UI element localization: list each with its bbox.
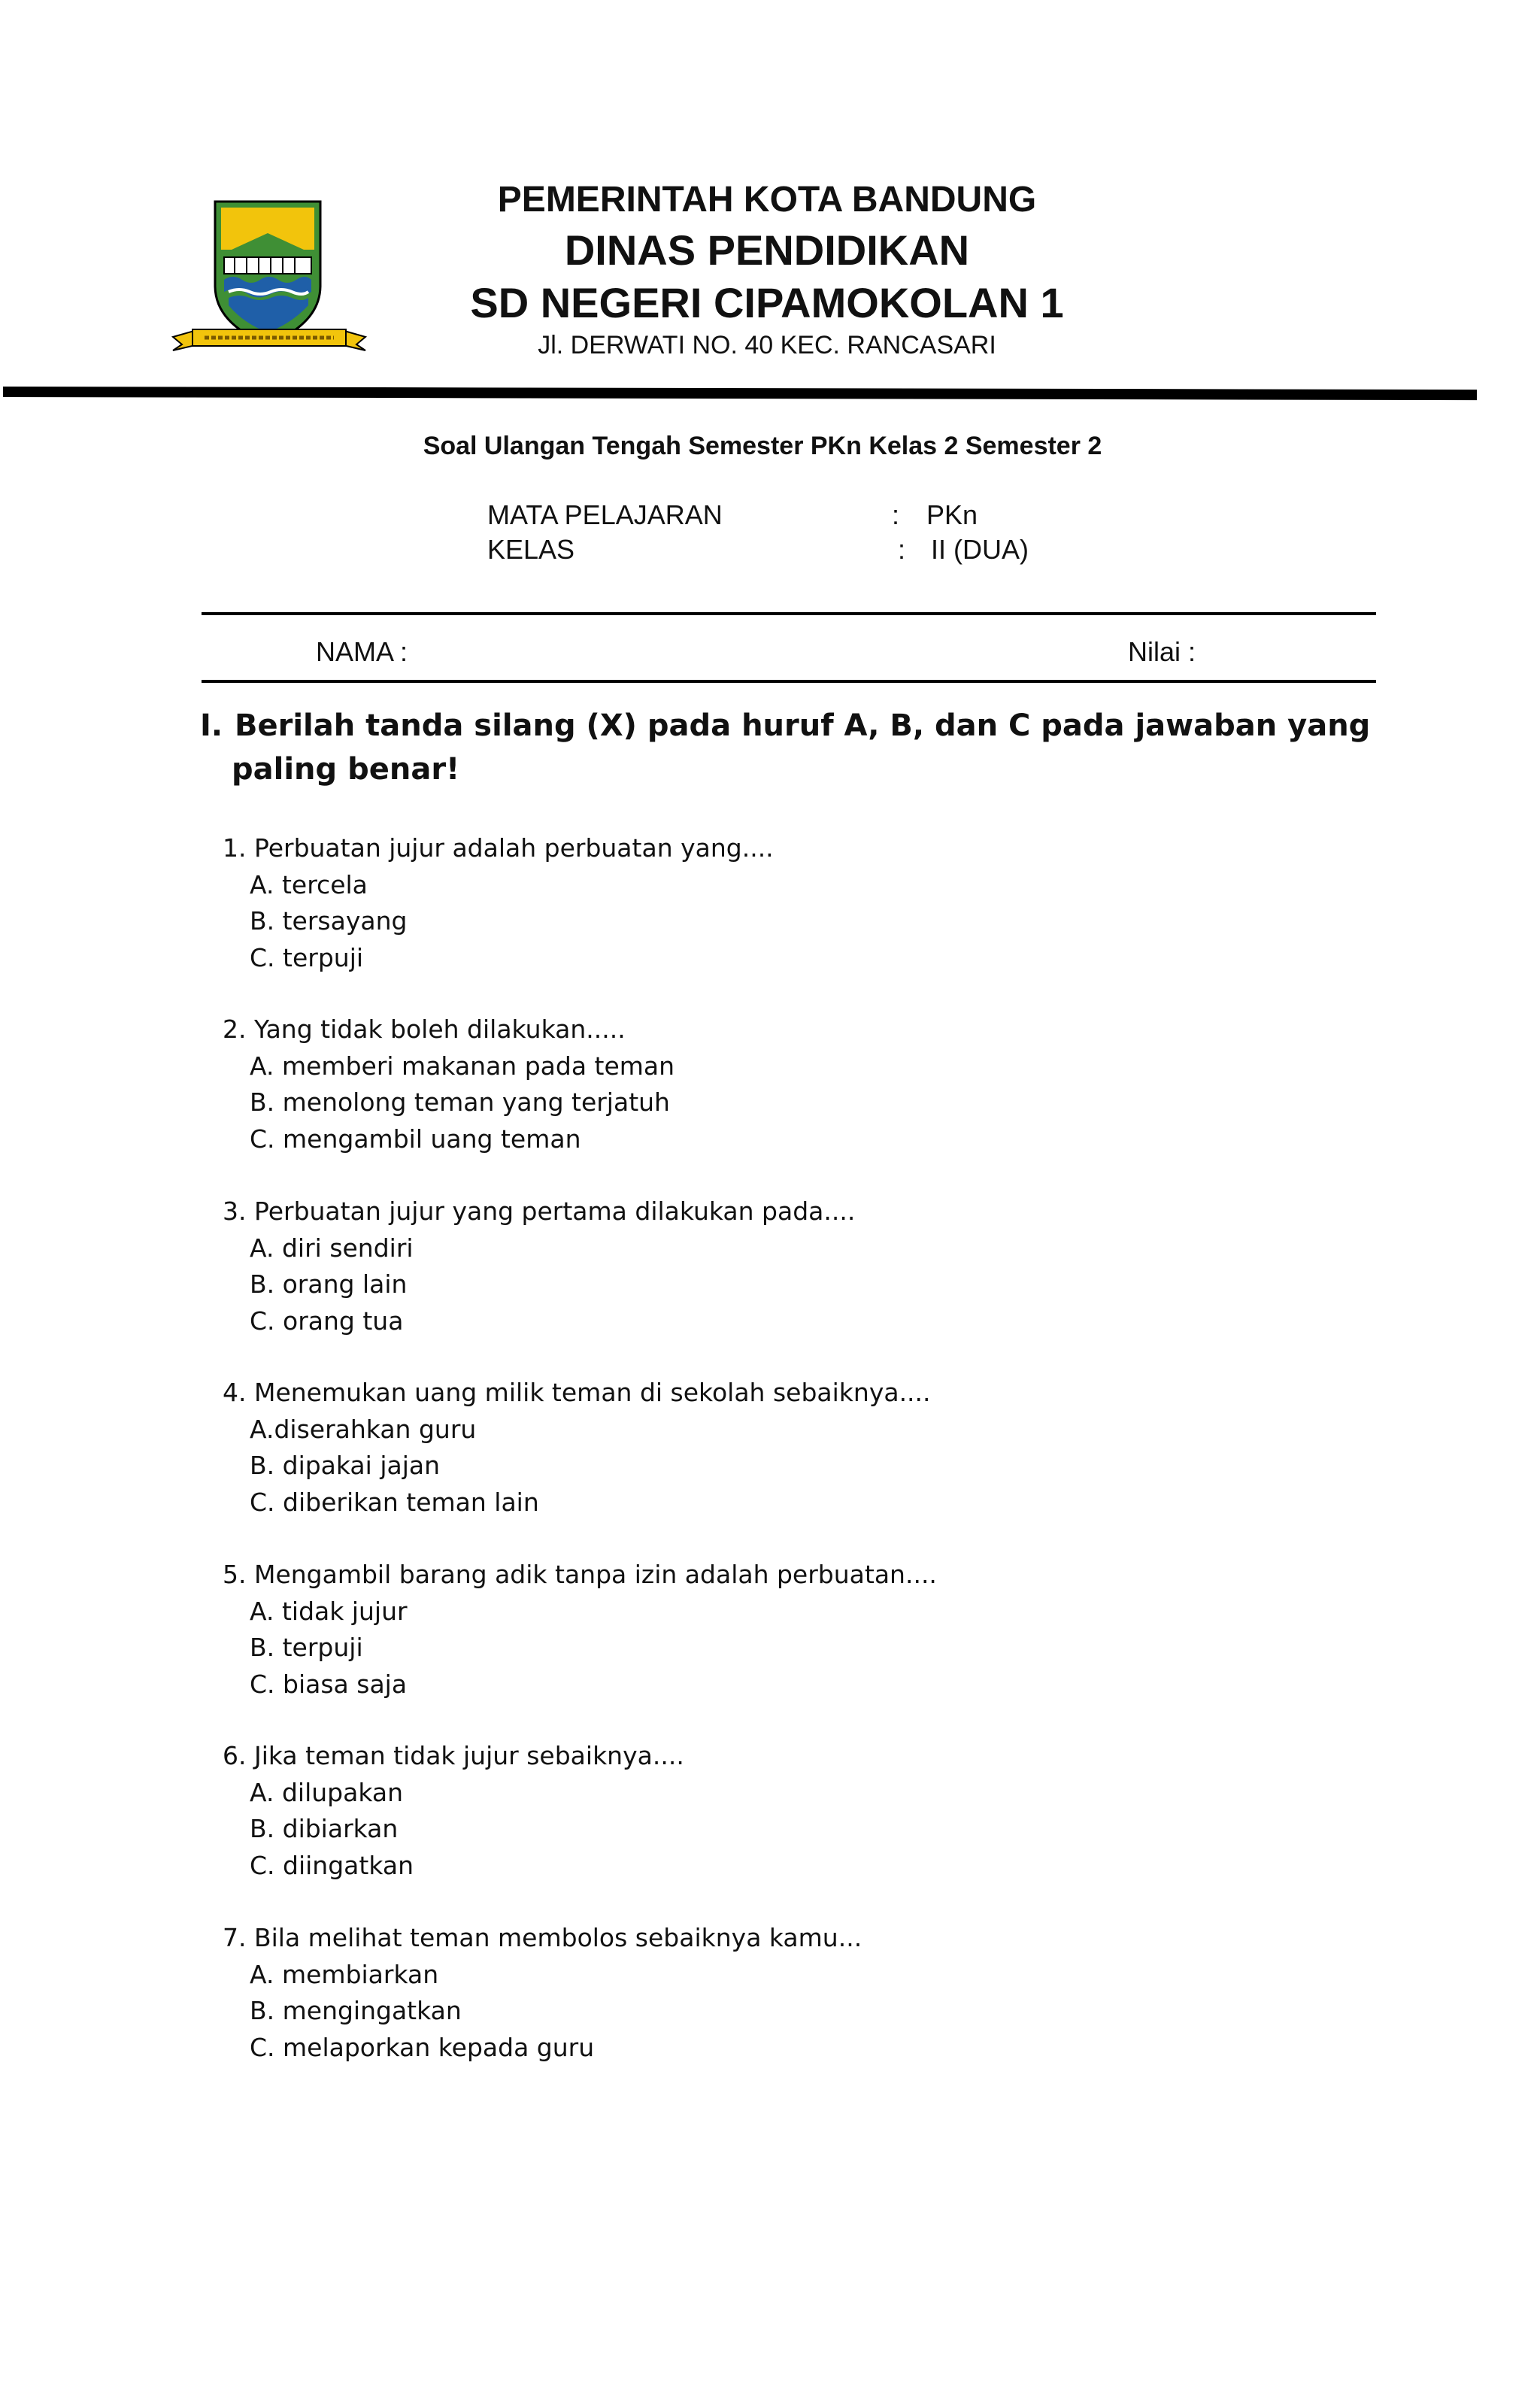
subject-value: PKn <box>926 499 978 530</box>
answer-option: A. diri sendiri <box>250 1233 414 1263</box>
exam-title: Soal Ulangan Tengah Semester PKn Kelas 2 Semester 2 <box>423 432 1102 460</box>
answer-option: C. orang tua <box>250 1306 404 1336</box>
school-name: SD NEGERI CIPAMOKOLAN 1 <box>470 279 1064 326</box>
answer-option: B. terpuji <box>250 1633 363 1662</box>
question-stem: 7. Bila melihat teman membolos sebaiknya kamu... <box>223 1923 862 1952</box>
student-box-top-rule <box>202 612 1376 615</box>
question-5 <box>223 1557 937 1703</box>
question-4 <box>223 1375 931 1521</box>
answer-option: C. diberikan teman lain <box>250 1487 539 1517</box>
government-title: PEMERINTAH KOTA BANDUNG <box>497 180 1037 220</box>
section-number: I. <box>200 708 223 743</box>
answer-option: A. memberi makanan pada teman <box>250 1051 675 1081</box>
answer-option: A.diserahkan guru <box>250 1414 477 1444</box>
school-address: Jl. DERWATI NO. 40 KEC. RANCASARI <box>538 331 996 359</box>
department-title: DINAS PENDIDIKAN <box>564 226 970 274</box>
answer-option: A. membiarkan <box>250 1959 439 1989</box>
score-label: Nilai : <box>1128 636 1196 667</box>
answer-option: B. tersayang <box>250 906 408 936</box>
answer-option: C. terpuji <box>250 942 364 972</box>
city-coat-of-arms-logo <box>171 197 367 356</box>
answer-option: C. mengambil uang teman <box>250 1124 581 1154</box>
answer-option: B. mengingatkan <box>250 1996 462 2025</box>
question-3 <box>223 1193 855 1339</box>
class-colon: : <box>898 534 906 565</box>
answer-option: B. menolong teman yang terjatuh <box>250 1087 670 1117</box>
answer-option: C. diingatkan <box>250 1850 414 1880</box>
student-name-label: NAMA : <box>316 636 408 667</box>
answer-option: C. melaporkan kepada guru <box>250 2032 595 2062</box>
question-stem: 3. Perbuatan jujur yang pertama dilakukan pada.... <box>223 1196 856 1226</box>
question-7 <box>223 1920 862 2066</box>
question-1 <box>223 830 774 976</box>
question-stem: 4. Menemukan uang milik teman di sekolah sebaiknya.... <box>223 1378 931 1407</box>
subject-label: MATA PELAJARAN <box>487 499 723 530</box>
answer-option: C. biasa saja <box>250 1669 408 1699</box>
question-stem: 5. Mengambil barang adik tanpa izin adalah perbuatan.... <box>223 1560 937 1589</box>
student-box-bottom-rule <box>202 680 1376 683</box>
subject-colon: : <box>892 499 900 530</box>
question-2 <box>223 1011 675 1157</box>
answer-option: B. dipakai jajan <box>250 1451 441 1480</box>
question-stem: 2. Yang tidak boleh dilakukan..... <box>223 1015 626 1044</box>
header-divider <box>3 387 1477 400</box>
question-stem: 1. Perbuatan jujur adalah perbuatan yang.... <box>223 833 774 863</box>
answer-option: A. tidak jujur <box>250 1596 408 1626</box>
question-6 <box>223 1738 684 1884</box>
instruction-line-1: Berilah tanda silang (X) pada huruf A, B, dan C pada jawaban yang <box>235 708 1371 743</box>
instruction-line-2: paling benar! <box>232 752 460 787</box>
class-label: KELAS <box>487 534 575 565</box>
answer-option: A. tercela <box>250 869 368 899</box>
class-value: II (DUA) <box>931 534 1029 565</box>
answer-option: A. dilupakan <box>250 1777 404 1807</box>
answer-option: B. dibiarkan <box>250 1814 399 1843</box>
question-stem: 6. Jika teman tidak jujur sebaiknya.... <box>223 1741 684 1770</box>
answer-option: B. orang lain <box>250 1269 408 1299</box>
